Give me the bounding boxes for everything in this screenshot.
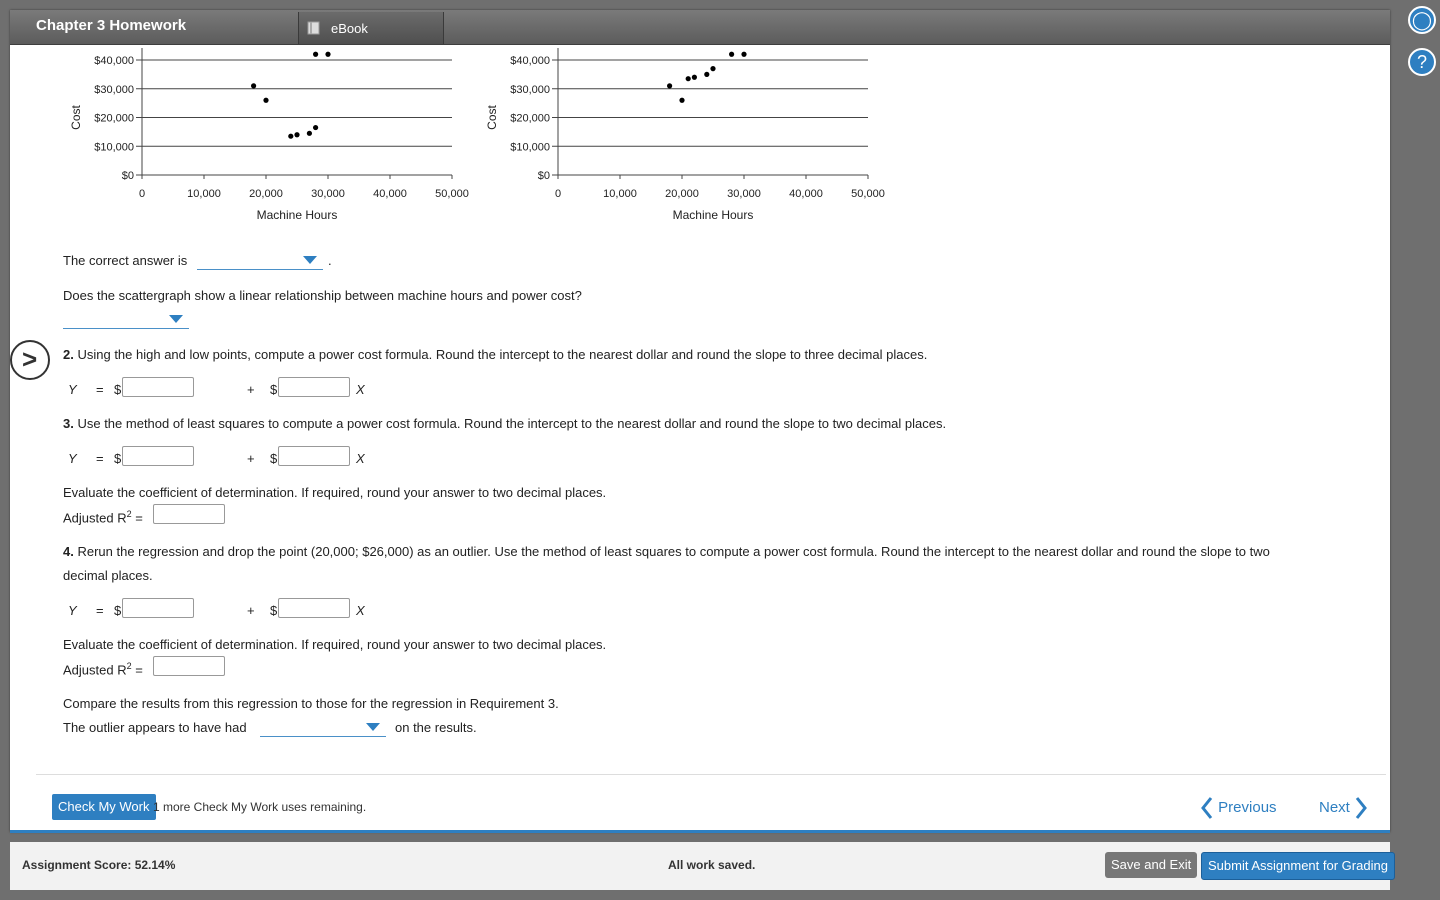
formula-dollar: $ [114,603,122,618]
y-tick-label: $40,000 [510,55,550,67]
save-status: All work saved. [668,858,756,872]
y-axis-label: Cost [485,105,499,130]
q3-intercept-input[interactable] [122,446,194,466]
chevron-down-icon [169,315,183,323]
data-point [667,83,672,88]
y-tick-label: $10,000 [510,141,550,154]
adjusted-sup: 2 [126,509,132,519]
data-point [325,52,330,57]
question-2-text [63,347,927,362]
data-point [294,132,299,137]
x-tick-label: 10,000 [603,188,637,200]
question-4-text [63,544,1270,559]
q4-adjusted-r2-input[interactable] [153,656,225,676]
formula-plus: + [247,451,255,466]
data-point [307,131,312,136]
adjusted-label: Adjusted R [63,510,127,526]
formula-dollar: $ [270,382,278,397]
question-2-body: Using the high and low points, compute a power cost formula. Round the intercept to the nearest dollar and round the slope to three decimal places. [77,347,928,362]
chevron-down-icon [303,256,317,264]
book-icon [307,21,321,35]
x-tick-label: 30,000 [727,188,761,200]
formula-x: X [356,603,365,618]
data-point [263,98,268,103]
x-tick-label: 10,000 [187,188,221,200]
equals-sign: = [135,510,143,526]
correct-answer-dropdown[interactable] [197,251,323,270]
y-tick-label: $30,000 [510,83,550,96]
formula-dollar: $ [270,603,278,618]
scatter-chart-left [60,44,480,229]
x-axis-label: Machine Hours [672,208,754,222]
question-3-body: Use the method of least squares to compute a power cost formula. Round the intercept to the nearest dollar and round the slope to two decimal places. [77,416,947,431]
scatter-chart-right [476,44,896,229]
previous-label: Previous [1218,798,1277,816]
title-bar [10,10,1390,45]
x-tick-label: 30,000 [311,188,345,200]
x-axis-label: Machine Hours [256,208,338,222]
formula-dollar: $ [270,451,278,466]
x-tick-label: 40,000 [789,188,823,200]
ebook-tab[interactable] [298,12,444,44]
formula-equals: = [96,451,104,466]
chevron-right-icon [1354,796,1368,820]
outlier-suffix: on the results. [395,720,477,735]
y-tick-label: $20,000 [94,112,134,125]
x-tick-label: 0 [554,188,562,200]
formula-x: X [356,382,365,397]
adjusted-r2-label-q3 [63,509,143,525]
x-tick-label: 50,000 [851,188,885,200]
x-tick-label: 20,000 [665,188,699,200]
question-3-text [63,416,946,431]
data-point [704,72,709,77]
data-point [710,66,715,71]
x-tick-label: 0 [138,188,146,200]
next-label: Next [1319,798,1350,816]
chevron-left-icon [1200,796,1214,820]
save-and-exit-button[interactable]: Save and Exit [1105,852,1197,878]
headset-icon[interactable]: ◯ [1408,6,1436,34]
formula-equals: = [96,382,104,397]
data-point [288,134,293,139]
formula-y: Y [68,603,77,618]
chevron-right-icon: > [22,344,38,374]
data-point [313,125,318,130]
check-remaining-note: 1 more Check My Work uses remaining. [153,800,367,814]
question-4-text-cont: decimal places. [63,568,153,583]
linear-question: Does the scattergraph show a linear relationship between machine hours and power cost? [63,288,582,303]
page-title: Chapter 3 Homework [36,17,187,34]
data-point [251,83,256,88]
ebook-tab-label: eBook [331,21,368,36]
q3-adjusted-r2-input[interactable] [153,504,225,524]
y-tick-label: $40,000 [94,55,134,67]
assignment-score: Assignment Score: 52.14% [22,858,176,872]
formula-equals: = [96,603,104,618]
outlier-effect-dropdown[interactable] [260,718,386,737]
chevron-down-icon [366,723,380,731]
next-button[interactable] [1319,796,1368,820]
y-tick-label: $0 [121,170,134,182]
current-question-arrow-button[interactable] [10,340,50,380]
progress-divider [10,830,1390,833]
evaluate-text-q4: Evaluate the coefficient of determination. If required, round your answer to two decimal places. [63,637,607,652]
y-tick-label: $20,000 [510,112,550,125]
data-point [313,52,318,57]
adjusted-r2-label-q4 [63,661,143,677]
question-3-number: 3. [63,416,74,431]
help-icon[interactable]: ? [1408,48,1436,76]
x-tick-label: 40,000 [373,188,407,200]
formula-y: Y [68,451,77,466]
q2-intercept-input[interactable] [122,377,194,397]
q4-intercept-input[interactable] [122,598,194,618]
data-point [741,52,746,57]
outlier-prefix: The outlier appears to have had [63,720,247,735]
previous-button[interactable] [1200,796,1277,820]
formula-dollar: $ [114,382,122,397]
q2-slope-input[interactable] [278,377,350,397]
formula-dollar: $ [114,451,122,466]
formula-y: Y [68,382,77,397]
x-tick-label: 20,000 [249,188,283,200]
period-text: . [328,253,332,268]
formula-plus: + [247,603,255,618]
data-point [692,75,697,80]
question-4-body: Rerun the regression and drop the point (20,000; $26,000) as an outlier. Use the method of least squares to compute a power cost formula. Round the intercept to the nearest dollar and round the slope to two [77,544,1270,559]
evaluate-text-q3: Evaluate the coefficient of determination. If required, round your answer to two decimal places. [63,485,607,500]
q4-slope-input[interactable] [278,598,350,618]
question-2-number: 2. [63,347,74,362]
submit-assignment-button[interactable]: Submit Assignment for Grading [1201,852,1395,880]
compare-text: Compare the results from this regression to those for the regression in Requirement 3. [63,696,559,711]
y-axis-label: Cost [69,105,83,130]
x-tick-label: 50,000 [435,188,469,200]
adjusted-sup: 2 [126,661,132,671]
correct-answer-label: The correct answer is [63,253,188,268]
data-point [686,76,691,81]
y-tick-label: $0 [537,170,550,182]
equals-sign: = [135,662,143,678]
y-tick-label: $30,000 [94,83,134,96]
check-my-work-button[interactable]: Check My Work [52,794,156,820]
y-tick-label: $10,000 [94,141,134,154]
q3-slope-input[interactable] [278,446,350,466]
adjusted-label: Adjusted R [63,662,127,678]
formula-x: X [356,451,365,466]
question-4-number: 4. [63,544,74,559]
linear-answer-dropdown[interactable] [63,310,189,329]
formula-plus: + [247,382,255,397]
data-point [729,52,734,57]
data-point [679,98,684,103]
